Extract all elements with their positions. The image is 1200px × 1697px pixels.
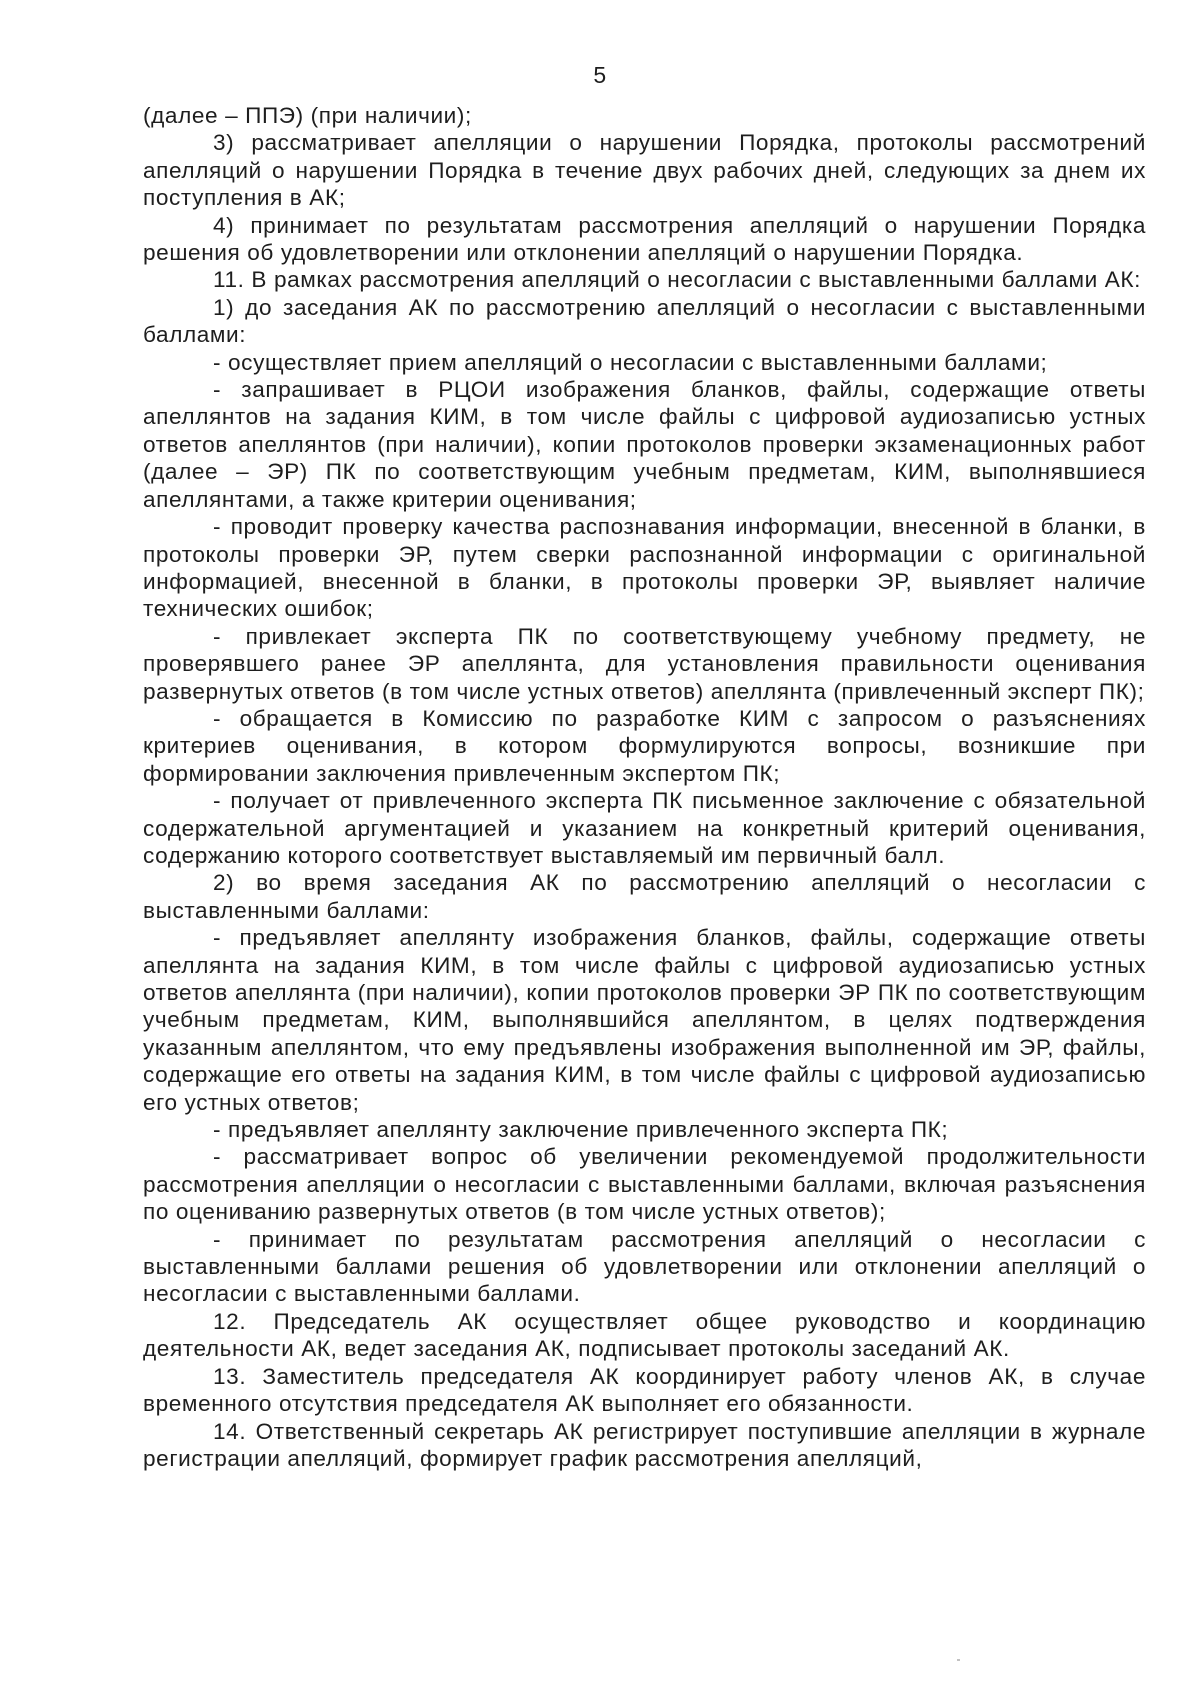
list-item-accepts-appeals: - осуществляет прием апелляций о несогласии с выставленными баллами;	[213, 349, 1048, 375]
list-item-makes-decision: - принимает по результатам рассмотрения апелляций о несогласии с выставленными баллами решения об удовлетворении или отклонении апелляций о несогласии с выставленными баллами.	[143, 1226, 1146, 1307]
list-item-receives-conclusion: - получает от привлеченного эксперта ПК письменное заключение с обязательной содержательной аргументацией и указанием на конкретный критерий оценивания, содержанию которого соответствует выставляемый им первичный балл.	[143, 788, 1146, 868]
list-item-considers-duration: - рассматривает вопрос об увеличении рекомендуемой продолжительности рассмотрения апелляции о несогласии с выставленными баллами, включая разъяснения по оцениванию развернутых ответов (в том числе устных ответов);	[143, 1144, 1146, 1225]
list-item-presents-conclusion: - предъявляет апеллянту заключение привлеченного эксперта ПК;	[213, 1117, 949, 1143]
list-item-presents-images: - предъявляет апеллянту изображения бланков, файлы, содержащие ответы апеллянта на задания КИМ, в том числе файлы с цифровой аудиозаписью устных ответов апеллянта (при наличии), копии протоколов проверки ЭР ПК по соответствующим учебным предметам, КИМ, выполнявшийся апеллянтом, в целях подтверждения указанным апеллянтом, что ему предъявлены изображения выполненной им ЭР, файлы, содержащие его ответы на задания КИМ, в том числе файлы с цифровой аудиозаписью его устных ответов;	[143, 925, 1146, 1115]
paragraph-section-13: 13. Заместитель председателя АК координирует работу членов АК, в случае временного отсутствия председателя АК выполняет его обязанности.	[143, 1363, 1146, 1417]
list-item-requests-images: - запрашивает в РЦОИ изображения бланков, файлы, содержащие ответы апеллянтов на задания КИМ, в том числе файлы с цифровой аудиозаписью устных ответов апеллянтов (при наличии), копии протоколов проверки экзаменационных работ (далее – ЭР) ПК по соответствующим учебным предметам, КИМ, выполнявшиеся апеллянтами, а также критерии оценивания;	[143, 377, 1146, 512]
scan-speck	[957, 1659, 960, 1661]
page-number: 5	[593, 62, 607, 88]
paragraph-section-14: 14. Ответственный секретарь АК регистрирует поступившие апелляции в журнале регистрации апелляций, формирует график рассмотрения апелляций,	[143, 1418, 1146, 1471]
paragraph-item-11-1: 1) до заседания АК по рассмотрению апелляций о несогласии с выставленными баллами:	[143, 294, 1146, 348]
paragraph-section-12: 12. Председатель АК осуществляет общее руководство и координацию деятельности АК, ведет заседания АК, подписывает протоколы заседаний АК.	[143, 1308, 1146, 1362]
paragraph-item-4: 4) принимает по результатам рассмотрения апелляций о нарушении Порядка решения об удовлетворении или отклонении апелляций о нарушении Порядка.	[143, 212, 1146, 266]
paragraph-item-11-2: 2) во время заседания АК по рассмотрению апелляций о несогласии с выставленными баллами:	[143, 870, 1146, 923]
document-body	[143, 102, 1146, 1472]
paragraph-item-3: 3) рассматривает апелляции о нарушении Порядка, протоколы рассмотрений апелляций о нарушении Порядка в течение двух рабочих дней, следующих за днем их поступления в АК;	[143, 130, 1146, 211]
list-item-engages-expert: - привлекает эксперта ПК по соответствующему учебному предмету, не проверявшего ранее ЭР апеллянта, для установления правильности оценивания развернутых ответов (в том числе устных ответов) апеллянта (привлеченный эксперт ПК);	[143, 623, 1146, 704]
paragraph-section-11: 11. В рамках рассмотрения апелляций о несогласии с выставленными баллами АК:	[213, 267, 1142, 293]
list-item-contacts-commission: - обращается в Комиссию по разработке КИМ с запросом о разъяснениях критериев оценивания, в котором формулируются вопросы, возникшие при формировании заключения привлеченным экспертом ПК;	[143, 705, 1146, 786]
list-item-checks-recognition: - проводит проверку качества распознавания информации, внесенной в бланки, в протоколы проверки ЭР, путем сверки распознанной информации с оригинальной информацией, внесенной в бланки, в протоколы проверки ЭР, выявляет наличие технических ошибок;	[143, 514, 1146, 622]
paragraph-continuation-ppe: (далее – ППЭ) (при наличии);	[143, 103, 472, 128]
